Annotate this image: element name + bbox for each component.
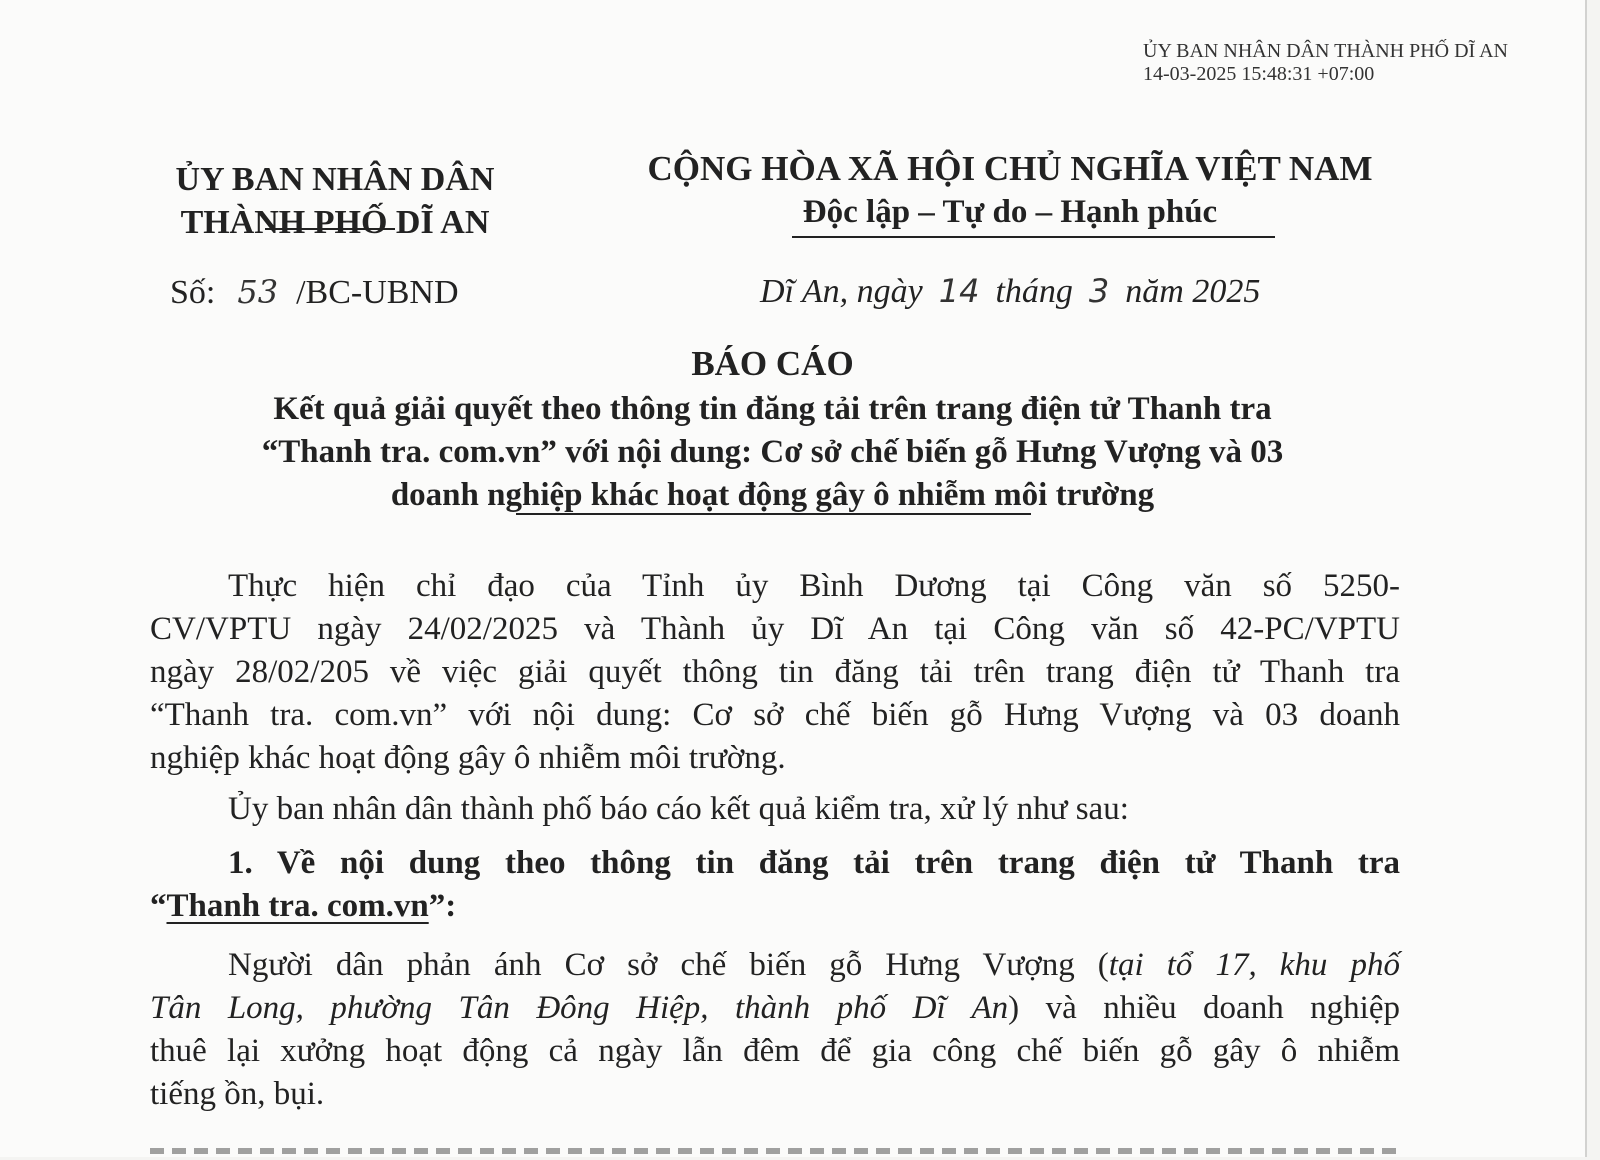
paragraph-line: CV/VPTU ngày 24/02/2025 và Thành ủy Dĩ An tại Công văn số 42-PC/VPTU (150, 611, 1400, 647)
org-line-1: ỦY BAN NHÂN DÂN (175, 161, 495, 198)
signature-timestamp: 14-03-2025 15:48:31 +07:00 (1143, 63, 1375, 85)
digital-signature-stamp (1143, 40, 1508, 86)
national-motto (630, 146, 1390, 234)
heading-line: 1. Về nội dung theo thông tin đăng tải trên trang điện tử Thanh tra (228, 845, 1400, 881)
subtitle-line: Kết quả giải quyết theo thông tin đăng tải trên trang điện tử Thanh tra (273, 391, 1272, 427)
paragraph-line: Ủy ban nhân dân thành phố báo cáo kết quả kiểm tra, xử lý như sau: (228, 791, 1129, 827)
date-month: 3 (1088, 272, 1110, 310)
section-1-heading (150, 842, 1400, 928)
issuing-organization (150, 158, 520, 244)
date-month-label: tháng (995, 273, 1073, 310)
cut-off-next-line (150, 1140, 1400, 1160)
paragraph-line (150, 944, 1400, 987)
text-italic: Tân Long, phường Tân Đông Hiệp, thành phố Dĩ An (150, 990, 1009, 1026)
heading-line-2 (150, 885, 1400, 928)
text-normal: ) và nhiều doanh nghiệp (1008, 990, 1400, 1026)
document-title: BÁO CÁO (691, 344, 854, 383)
number-prefix: Số: (170, 274, 216, 311)
date-prefix: Dĩ An, ngày (760, 273, 923, 310)
open-quote: “ (150, 888, 167, 924)
paragraph-line: Thực hiện chỉ đạo của Tỉnh ủy Bình Dương tại Công văn số 5250- (228, 568, 1400, 604)
document-date (760, 272, 1260, 311)
paragraph-1 (150, 565, 1400, 780)
org-underline (265, 228, 395, 230)
paragraph-line (150, 987, 1400, 1030)
subtitle-underline (516, 513, 1031, 515)
nation-motto: Độc lập – Tự do – Hạnh phúc (802, 194, 1218, 230)
org-line-2: THÀNH PHỐ DĨ AN (180, 204, 490, 241)
number-suffix: /BC-UBND (296, 274, 459, 311)
close-quote: ”: (428, 888, 457, 924)
date-year: năm 2025 (1125, 273, 1261, 310)
subtitle-line: “Thanh tra. com.vn” với nội dung: Cơ sở chế biến gỗ Hưng Vượng và 03 (261, 434, 1284, 470)
paragraph-2 (150, 788, 1400, 831)
number-handwritten: 53 (237, 273, 279, 311)
paragraph-line: nghiệp khác hoạt động gây ô nhiễm môi trường. (150, 740, 786, 776)
date-day: 14 (938, 272, 980, 310)
text-normal: Người dân phản ánh Cơ sở chế biến gỗ Hưng Vượng ( (228, 947, 1109, 983)
document-subtitle (150, 388, 1395, 517)
text-italic: tại tổ 17, khu phố (1108, 947, 1400, 983)
underlined-site-name: Thanh tra. com.vn (166, 888, 429, 924)
subtitle-line: doanh nghiệp khác hoạt động gây ô nhiễm môi trường (390, 477, 1155, 513)
paragraph-line: “Thanh tra. com.vn” với nội dung: Cơ sở chế biến gỗ Hưng Vượng và 03 doanh (150, 697, 1400, 733)
paragraph-line: ngày 28/02/205 về việc giải quyết thông tin đăng tải trên trang điện tử Thanh tra (150, 654, 1400, 690)
paragraph-line: tiếng ồn, bụi. (150, 1076, 325, 1112)
paragraph-line: thuê lại xưởng hoạt động cả ngày lẫn đêm để gia công chế biến gỗ gây ô nhiễm (150, 1033, 1400, 1069)
motto-underline (792, 236, 1275, 238)
nation-name: CỘNG HÒA XÃ HỘI CHỦ NGHĨA VIỆT NAM (647, 149, 1373, 188)
signature-org: ỦY BAN NHÂN DÂN THÀNH PHỐ DĨ AN (1143, 40, 1508, 62)
document-number (170, 273, 459, 312)
paragraph-3 (150, 944, 1400, 1116)
